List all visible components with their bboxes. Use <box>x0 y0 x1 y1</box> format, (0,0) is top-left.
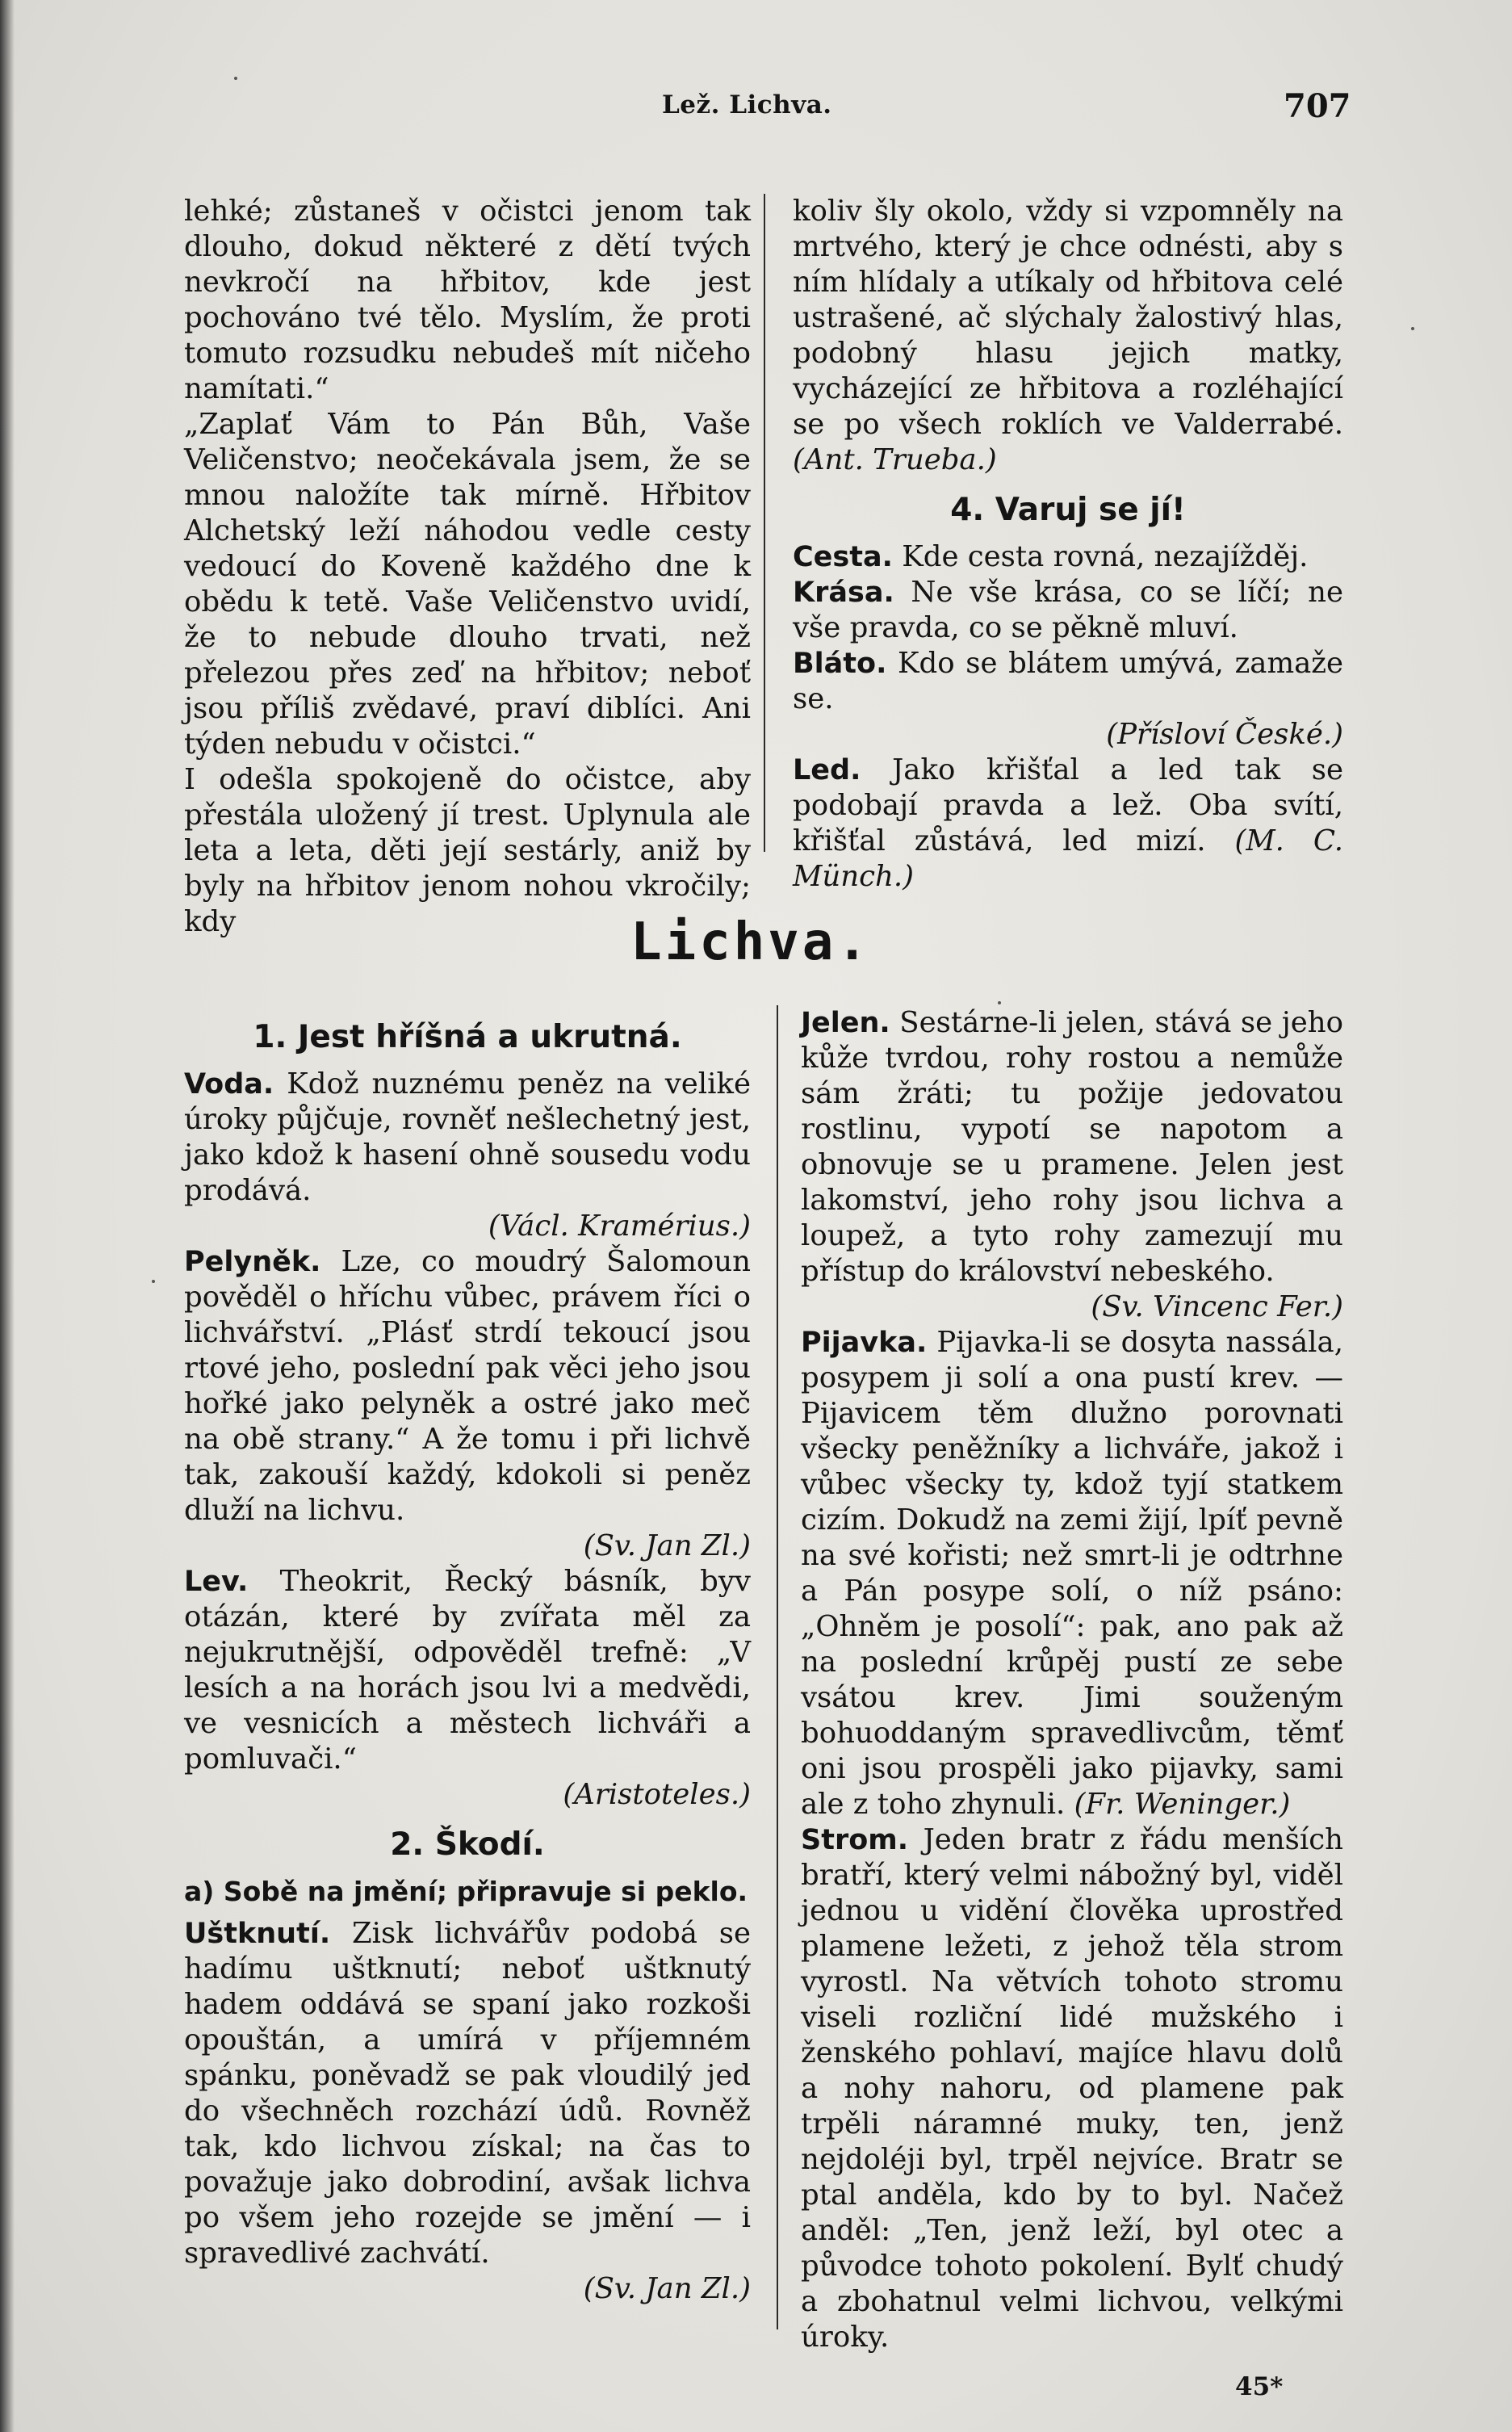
source-citation: (Sv. Jan Zl.) <box>583 1529 751 1562</box>
entry-keyword: Bláto. <box>793 648 887 680</box>
source-citation: (Sv. Jan Zl.) <box>583 2272 751 2305</box>
bottom-left-column <box>184 1005 751 2307</box>
section-heading: 1. Jest hříšná a ukrutná. <box>253 1019 682 1055</box>
entry-keyword: Strom. <box>801 1824 909 1856</box>
scan-edge-shadow <box>0 0 15 2432</box>
top-right-column <box>793 194 1343 895</box>
entry-keyword: Cesta. <box>793 541 893 573</box>
entry <box>801 1005 1343 1289</box>
page-number: 707 <box>1284 87 1351 125</box>
column-rule-bottom <box>777 1005 778 2329</box>
source-citation: (Přísloví České.) <box>1106 718 1343 751</box>
chapter-title: Lichva. <box>630 912 871 972</box>
entry-keyword: Voda. <box>184 1068 274 1101</box>
entry-text: Kdož nuznému peněz na veliké úroky půjčuje, rovněť nešlechetný jest, jako kdož k hasení ohně sousedu vodu prodává. <box>184 1067 751 1207</box>
scan-speck <box>1411 327 1414 330</box>
entry-text: Theokrit, Řecký básník, byv otázán, které by zvířata měl za nejukrutnější, odpověděl trefně: „V lesích a na horách jsou lvi a medvědi, ve vesnicích a městech lichváři a pomluvači.“ <box>184 1565 751 1776</box>
entry-keyword: Led. <box>793 754 861 786</box>
entry <box>184 1564 751 1777</box>
entry <box>184 1916 751 2271</box>
entry-keyword: Uštknutí. <box>184 1918 331 1950</box>
entry-keyword: Jelen. <box>801 1007 890 1039</box>
entry-keyword: Krása. <box>793 577 894 609</box>
bottom-right-column <box>801 1005 1343 2355</box>
source-citation: (Fr. Weninger.) <box>1074 1788 1291 1821</box>
entry-text: Jeden bratr z řádu menších bratří, který velmi nábožný byl, viděl jednou u vidění člověka uprostřed plamene ležeti, z jehož těla strom vyrostl. Na větvích tohoto stromu viseli rozliční lidé mužského i ženského pohlaví, majíce hlavu dolů a nohy nahoru, od plamene pak trpěli náramné muky, ten, jenž nejdoléji byl, trpěl nejvíce. Bratr se ptal anděla, kdo by to byl. Načež anděl: „Ten, jenž leží, byl otec a původce tohoto pokolení. Bylť chudý a zbohatnul velmi lichvou, velkými úroky. <box>801 1823 1343 2354</box>
entry-text: Lze, co moudrý Šalomoun pověděl o hříchu vůbec, právem říci o lichvářství. „Plásť strdí tekoucí jsou rtové jeho, poslední pak věci jeho jsou hořké jako pelyněk a ostré jako meč na obě strany.“ A že tomu i při lichvě tak, zakouší každý, kdokoli si peněz dluží na lichvu. <box>184 1245 751 1527</box>
entry-keyword: Pelyněk. <box>184 1246 321 1278</box>
entry-text: Jako křišťal a led tak se podobají pravda a lež. Oba svítí, křišťal zůstává, led mizí. <box>793 753 1343 857</box>
entry <box>184 1244 751 1528</box>
entry <box>793 575 1343 646</box>
source-citation: (Václ. Kramérius.) <box>488 1210 751 1243</box>
top-left-column <box>184 194 751 940</box>
entry <box>793 539 1343 575</box>
entry-text: Kdo se blátem umývá, zamaže se. <box>793 647 1343 715</box>
paragraph: lehké; zůstaneš v očistci jenom tak dlouho, dokud některé z dětí tvých nevkročí na hřbitov, kde jest pochováno tvé tělo. Myslím, že proti tomuto rozsudku nebudeš mít ničeho namítati.“ <box>184 195 751 405</box>
source-citation: (M. C. Münch.) <box>793 824 1343 893</box>
scan-speck <box>998 1001 1001 1004</box>
source-citation: (Aristoteles.) <box>563 1778 751 1811</box>
entry-text: Ne vše krása, co se líčí; ne vše pravda, co se pěkně mluví. <box>793 576 1343 644</box>
subsection-heading: a) Sobě na jmění; připravuje si peklo. <box>184 1876 748 1907</box>
continuation-text: koliv šly okolo, vždy si vzpomněly na mrtvého, který je chce odnésti, aby s ním hlídaly a utíkaly od hřbitova celé ustrašené, ač slýchaly žalostivý hlas, podobný hlasu jejich matky, vycházející ze hřbitova a rozléhající se po všech roklích ve Valderrabé. <box>793 195 1343 441</box>
column-rule-top <box>764 194 765 852</box>
entry-text: Sestárne-li jelen, stává se jeho kůže tvrdou, rohy rostou a nemůže sám žráti; tu požije jedovatou rostlinu, vypotí se napotom a obnovuje se u pramene. Jelen jest lakomství, jeho rohy jsou lichva a loupež, a tyto rohy zamezují mu přístup do království nebeského. <box>801 1006 1343 1288</box>
entry <box>801 1325 1343 1822</box>
entry <box>793 753 1343 895</box>
scan-speck <box>152 1280 155 1283</box>
entry-text: Pijavka-li se dosyta nassála, posypem ji solí a ona pustí krev. — Pijavicem těm dlužno porovnati všecky peněžníky a lichváře, jakož i vůbec všecky ty, kdož tyjí statkem cizím. Dokudž na zemi žijí, lpíť pevně na své kořisti; než smrt-li je odtrhne a Pán posype solí, o níž psáno: „Ohněm je posolí“: pak, ano pak až na poslední krůpěj pustí ze sebe vsátou krev. Jimi souženým bohuoddaným spravedlivcům, těmť oni jsou prospěli jako pijavky, sami ale z toho zhynuli. <box>801 1326 1343 1821</box>
scan-speck <box>234 77 237 80</box>
signature-mark: 45* <box>1235 2372 1284 2401</box>
running-head: Lež. Lichva. <box>662 90 832 120</box>
source-citation: (Sv. Vincenc Fer.) <box>1091 1290 1343 1323</box>
source-citation: (Ant. Trueba.) <box>793 443 997 476</box>
entry <box>801 1822 1343 2355</box>
entry-text: Kde cesta rovná, nezajížděj. <box>902 540 1309 573</box>
section-heading: 2. Škodí. <box>390 1826 545 1863</box>
section-heading: 4. Varuj se jí! <box>950 492 1186 528</box>
entry-text: Zisk lichvářův podobá se hadímu uštknutí; neboť uštknutý hadem oddává se spaní jako rozkoši opouštán, a umírá v příjemném spánku, poněvadž se pak vloudilý jed do všechněch rozchází údů. Rovněž tak, kdo lichvou získal; na čas to považuje jako dobrodiní, avšak lichva po všem jeho rozejde se jmění — i spravedlivé zachvátí. <box>184 1917 751 2270</box>
entry <box>184 1067 751 1209</box>
paragraph: „Zaplať Vám to Pán Bůh, Vaše Veličenstvo; neočekávala jsem, že se mnou naložíte tak mírně. Hřbitov Alchetský leží náhodou vedle cesty vedoucí do Koveně každého dne k obědu k tetě. Vaše Veličenstvo uvidí, že to nebude dlouho trvati, než přelezou přes zeď na hřbitov; neboť jsou příliš zvědavé, praví diblíci. Ani týden nebudu v očistci.“ <box>184 408 751 761</box>
entry-keyword: Pijavka. <box>801 1327 928 1359</box>
paragraph <box>793 194 1343 478</box>
paragraph: I odešla spokojeně do očistce, aby přestála uložený jí trest. Uplynula ale leta a leta, děti její sestárly, aniž by byly na hřbitov jenom nohou vkročily; kdy <box>184 763 751 938</box>
entry-keyword: Lev. <box>184 1566 249 1598</box>
entry <box>793 646 1343 717</box>
